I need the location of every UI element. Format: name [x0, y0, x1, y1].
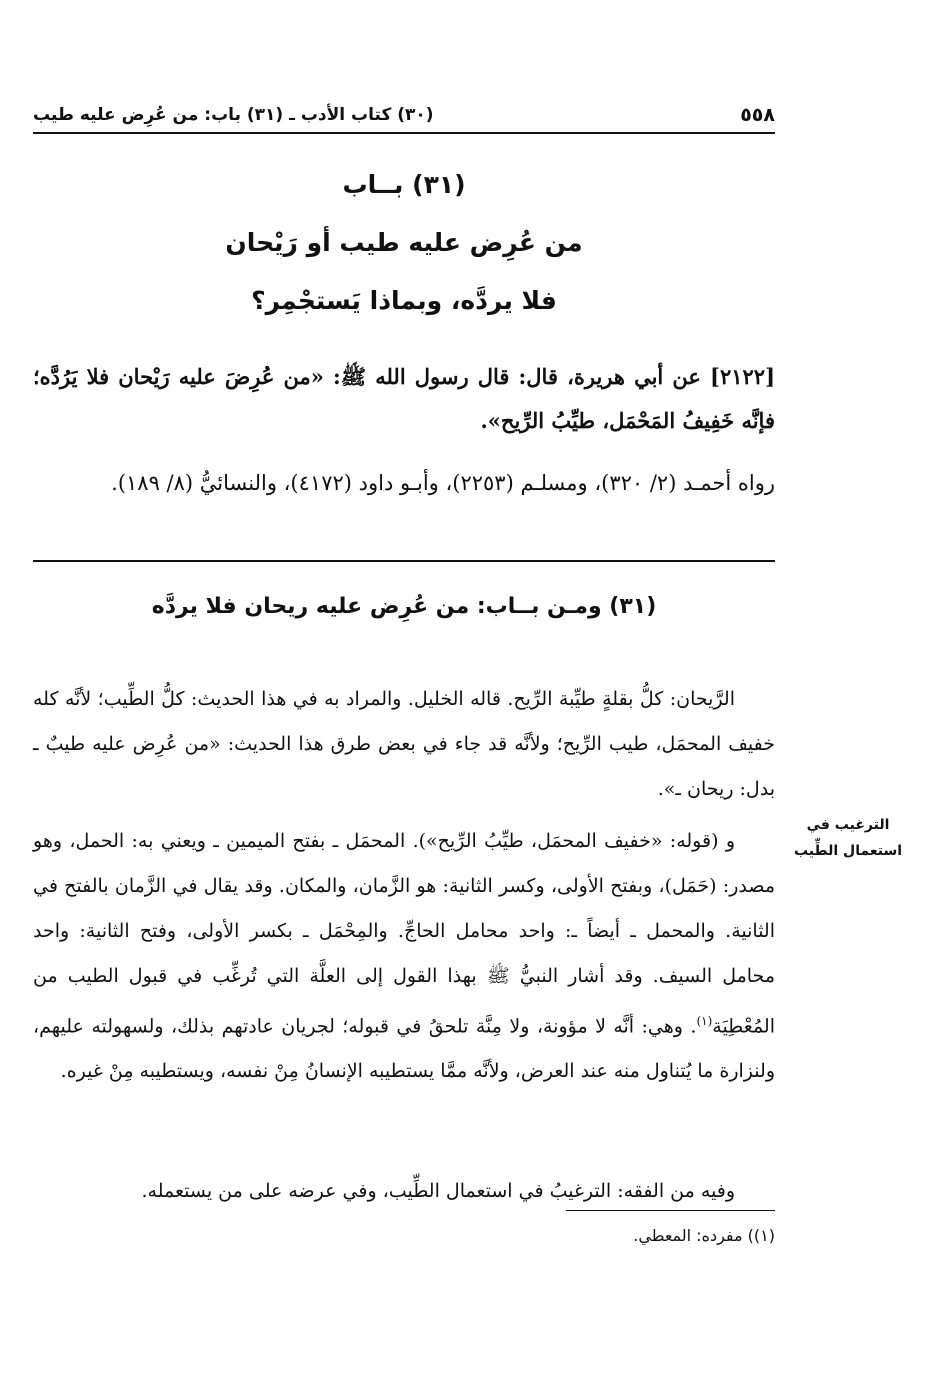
page-number: ٥٥٨	[740, 104, 775, 126]
commentary-paragraph-text: الرَّيحان: كلُّ بقلةٍ طيِّبة الرِّيح. قاله الخليل. والمراد به في هذا الحديث: كلُّ الطِّيب؛ لأنَّه كله خفيف المحمَل، طيب الرِّيح؛ ولأنَّه قد جاء في بعض طرق هذا الحديث: «من عُرِض عليه طيبٌ ـ بدل: ريحان ـ».	[33, 688, 775, 800]
footnote-rule	[566, 1210, 775, 1211]
commentary-paragraph	[33, 819, 775, 1094]
margin-note	[792, 812, 904, 864]
commentary-paragraph-text: و (قوله: «خفيف المحمَل، طيِّبُ الرِّيح»). المحمَل ـ بفتح الميمين ـ ويعني به: الحمل، وهو مصدر: (حَمَل)، وبفتح الأولى، وكسر الثانية: هو الزَّمان، والمكان. وقد يقال في الزَّمان بالفتح في الثانية. والمحمل ـ أيضاً ـ: واحد محامل الحاجِّ. والمِحْمَل ـ بكسر الأولى، وفتح الثانية: واحد محامل السيف. وقد أشار النبيُّ ﷺ بهذا القول إلى العلَّة التي تُرغِّب في قبول الطيب من المُعْطِيَة	[33, 830, 775, 1038]
margin-note-line: استعمال الطِّيب	[793, 843, 903, 859]
chapter-title	[33, 168, 775, 342]
hadith-text: [٢١٢٢] عن أبي هريرة، قال: قال رسول الله ﷺ: «من عُرِضَ عليه رَيْحان فلا يَرُدَّه؛ فإنَّه خَفِيفُ المَحْمَل، طيِّبُ الرِّيح».	[33, 364, 775, 433]
commentary-paragraph	[33, 677, 775, 812]
footnote-reference: (١)	[696, 1014, 713, 1028]
header-rule	[33, 132, 775, 134]
footnote: (١)) مفرده: المعطي.	[633, 1226, 775, 1245]
section-divider	[33, 560, 775, 562]
chapter-number: (٣١) بــاب	[342, 170, 466, 199]
commentary-heading: (٣١) ومـن بــاب: من عُرِض عليه ريحان فلا يردَّه	[151, 594, 657, 619]
commentary-paragraph-text: . وهي: أنَّه لا مؤونة، ولا مِنَّة تلحقُ في قبوله؛ لجريان عادتهم بذلك، ولسهولته عليهم، ولنزارة ما يُتناول منه عند العرض، ولأنَّه ممَّا يستطيبه الإنسانُ مِنْ نفسه، ويستطيبه مِنْ غيره.	[33, 1015, 775, 1083]
running-title: (٣٠) كتاب الأدب ـ (٣١) باب: من عُرِض عليه طيب	[33, 105, 434, 125]
running-header	[33, 100, 775, 130]
commentary-paragraph	[33, 1169, 775, 1214]
margin-note-line: الترغيب في	[806, 817, 890, 833]
chapter-subtitle-line: فلا يردَّه، وبماذا يَستجْمِر؟	[251, 286, 557, 315]
hadith-sources: رواه أحمـد (٢/ ٣٢٠)، ومسلـم (٢٢٥٣)، وأبـو داود (٤١٧٢)، والنسائيُّ (٨/ ١٨٩).	[111, 471, 775, 495]
chapter-title-line: من عُرِض عليه طيب أو رَيْحان	[225, 228, 583, 257]
commentary-paragraph-text: وفيه من الفقه: الترغيبُ في استعمال الطِّيب، وفي عرضه على من يستعمله.	[141, 1180, 735, 1202]
